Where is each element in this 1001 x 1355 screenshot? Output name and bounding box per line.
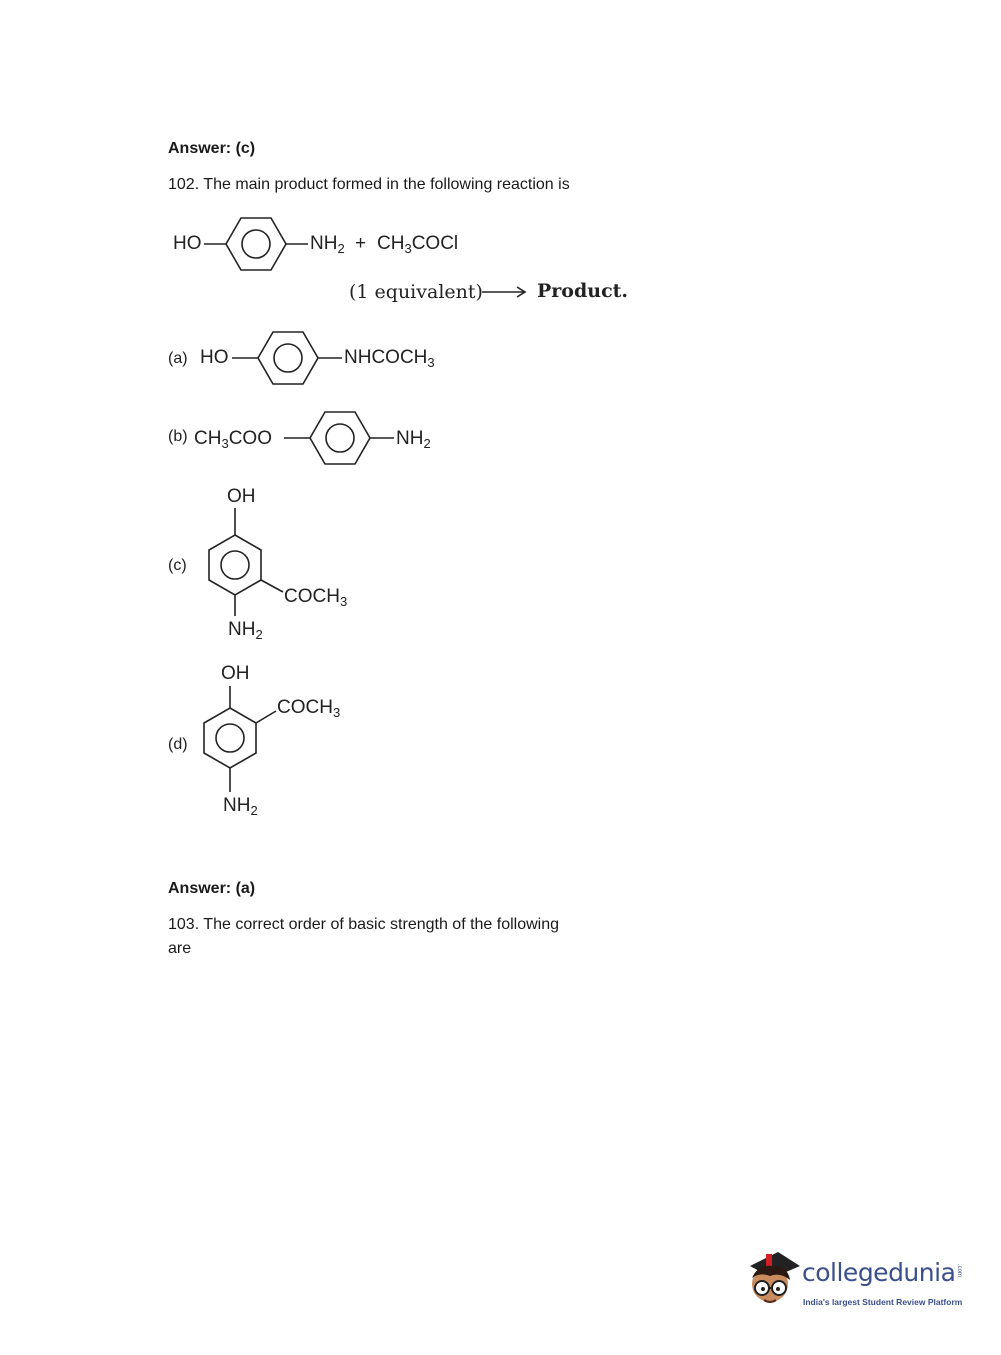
question-102-text: 102. The main product formed in the following reaction is [168, 176, 570, 193]
benzene-ring-option-d [200, 686, 280, 798]
option-b-ch3coo: $CH_3COO$ [194, 428, 272, 451]
benzene-ring-option-b [284, 408, 396, 468]
question-103-line1: 103. The correct order of basic strength of the following [168, 916, 560, 933]
logo-tagline: India's largest Student Review Platform [803, 1297, 963, 1307]
reactant-ho: HO [173, 233, 202, 254]
option-c-coch3: $COCH_3$ [284, 586, 348, 609]
option-d-oh: OH [221, 663, 250, 684]
option-d-coch3: $COCH_3$ [277, 697, 341, 720]
option-c-oh: OH [227, 486, 256, 507]
question-103-text [168, 916, 559, 958]
reaction-condition: (1 equivalent) [349, 281, 483, 303]
option-b-label: (b) [168, 428, 188, 445]
question-103-line2: are [168, 940, 192, 957]
benzene-ring-option-a [232, 328, 342, 388]
plus-sign: + [355, 233, 367, 254]
option-b-nh2: $NH_2$ [396, 428, 431, 451]
mascot-icon [742, 1248, 802, 1314]
logo-tld: .com [956, 1264, 962, 1278]
benzene-ring-reactant [204, 214, 304, 274]
option-a-ho: HO [200, 347, 229, 368]
logo-wordmark: collegedunia [802, 1258, 956, 1287]
reaction-product: Product. [537, 280, 629, 302]
option-a-label: (a) [168, 350, 188, 367]
option-a-nhcoch3: $NHCOCH_3$ [344, 347, 435, 370]
answer-102: Answer: (a) [168, 880, 256, 897]
collegedunia-logo [742, 1248, 972, 1318]
reaction-arrow-icon [482, 282, 532, 302]
reactant-amine: $NH_2$ [310, 233, 345, 256]
answer-101: Answer: (c) [168, 140, 256, 157]
option-d-label: (d) [168, 736, 188, 753]
option-d-nh2: $NH_2$ [223, 795, 258, 818]
option-c-nh2: $NH_2$ [228, 619, 263, 642]
reagent-acetyl-chloride: $CH_3COCl$ [377, 233, 459, 256]
option-c-label: (c) [168, 557, 187, 574]
benzene-ring-option-c [205, 508, 285, 618]
